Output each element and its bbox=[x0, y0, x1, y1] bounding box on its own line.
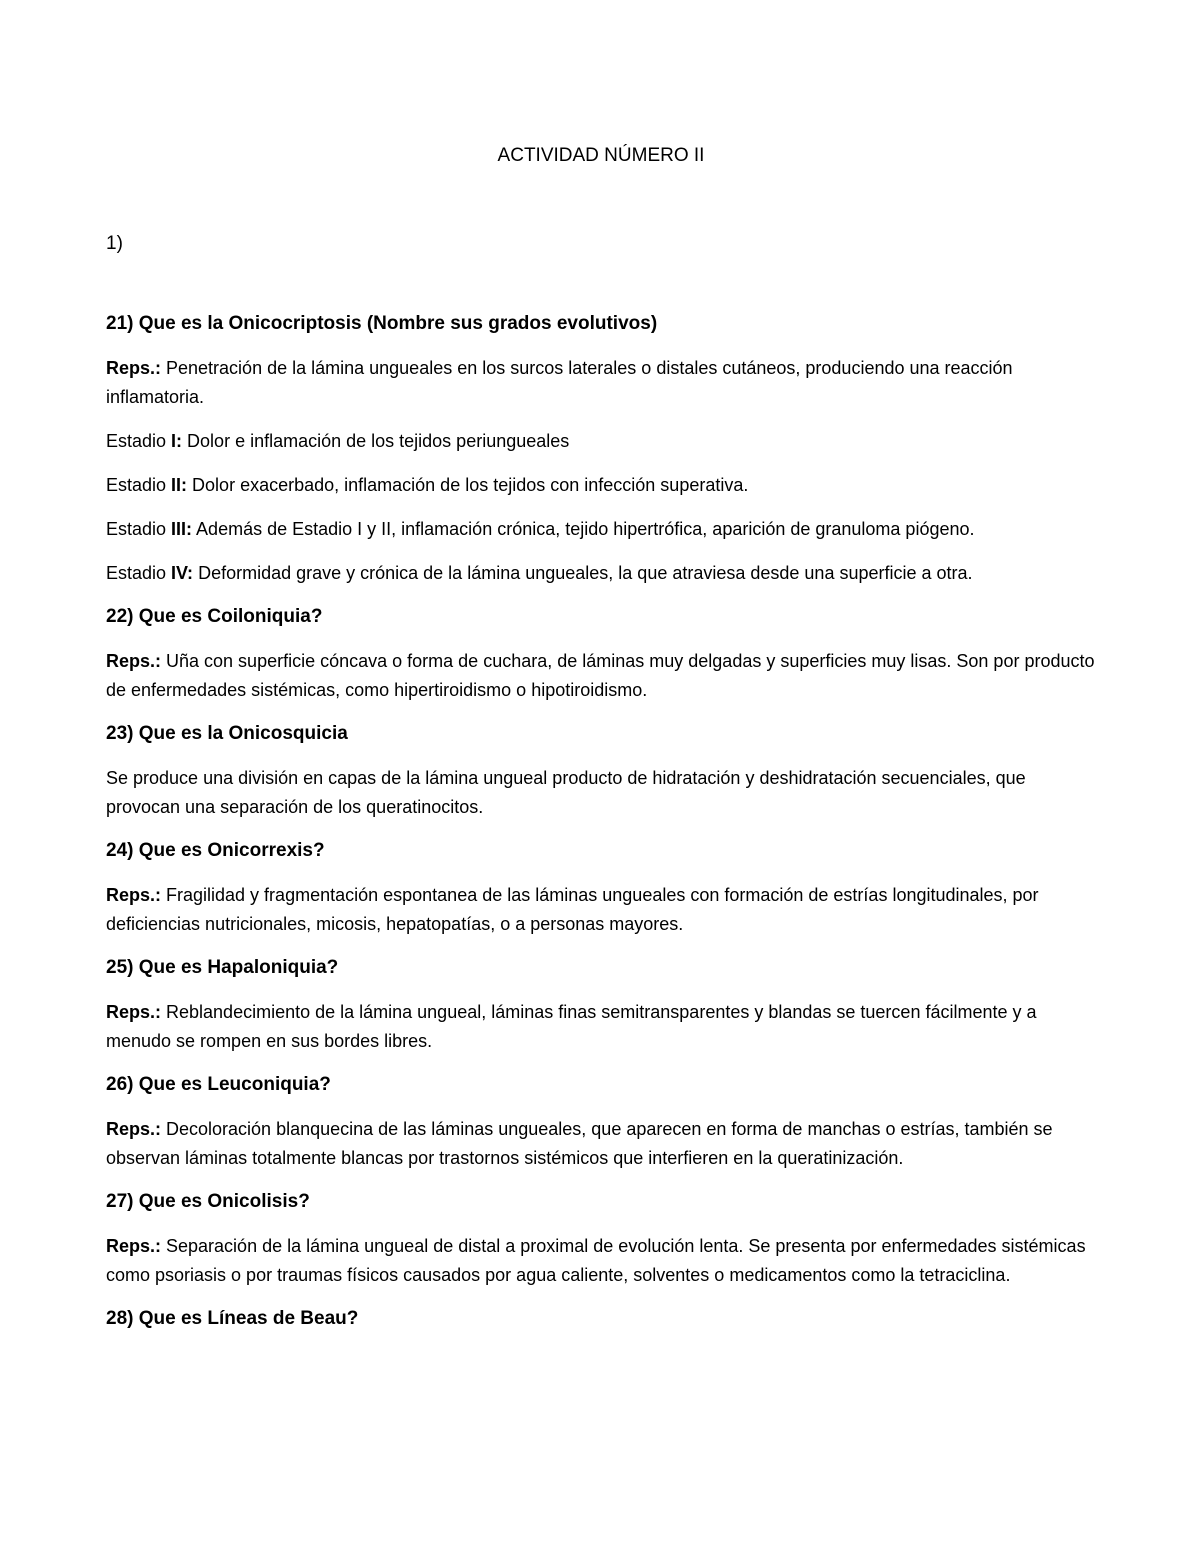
answer-text: Uña con superficie cóncava o forma de cuchara, de láminas muy delgadas y superficies muy lisas. Son por producto de enfermedades sistémicas, como hipertiroidismo o hipotiroidismo. bbox=[106, 651, 1095, 700]
answer-text: Además de Estadio I y II, inflamación crónica, tejido hipertrófica, aparición de granuloma piógeno. bbox=[192, 519, 975, 539]
answer-paragraph bbox=[106, 471, 1096, 500]
answer-paragraph bbox=[106, 881, 1096, 939]
question-heading: 21) Que es la Onicocriptosis (Nombre sus grados evolutivos) bbox=[106, 313, 658, 334]
answer-paragraph bbox=[106, 559, 1096, 588]
answer-text: Decoloración blanquecina de las láminas ungueales, que aparecen en forma de manchas o estrías, también se observan láminas totalmente blancas por trastornos sistémicos que interfieren en la queratinización. bbox=[106, 1119, 1053, 1168]
answer-prefix: Reps.: bbox=[106, 885, 162, 905]
answer-lead: Estadio bbox=[106, 475, 172, 495]
answer-paragraph bbox=[106, 354, 1096, 412]
answer-paragraph bbox=[106, 1232, 1096, 1290]
answer-text: Dolor e inflamación de los tejidos periungueales bbox=[182, 431, 570, 451]
question-heading: 22) Que es Coiloniquia? bbox=[106, 606, 323, 627]
answer-text: Se produce una división en capas de la lámina ungueal producto de hidratación y deshidratación secuenciales, que provocan una separación de los queratinocitos. bbox=[106, 768, 1026, 817]
answer-paragraph bbox=[106, 647, 1096, 705]
answer-paragraph bbox=[106, 998, 1096, 1056]
answer-text: Dolor exacerbado, inflamación de los tejidos con infección superativa. bbox=[187, 475, 749, 495]
answer-lead: Estadio bbox=[106, 563, 172, 583]
answer-prefix: I: bbox=[171, 431, 183, 451]
answer-prefix: Reps.: bbox=[106, 358, 162, 378]
answer-paragraph bbox=[106, 515, 1096, 544]
item-number: 1) bbox=[106, 233, 123, 254]
answer-prefix: Reps.: bbox=[106, 1236, 162, 1256]
answer-paragraph bbox=[106, 1115, 1096, 1173]
document-title: ACTIVIDAD NÚMERO II bbox=[497, 145, 705, 166]
question-heading: 27) Que es Onicolisis? bbox=[106, 1191, 310, 1212]
answer-prefix: IV: bbox=[171, 563, 194, 583]
question-heading: 24) Que es Onicorrexis? bbox=[106, 840, 325, 861]
answer-paragraph bbox=[106, 427, 1096, 456]
answer-prefix: Reps.: bbox=[106, 1119, 162, 1139]
question-heading: 28) Que es Líneas de Beau? bbox=[106, 1308, 359, 1329]
question-heading: 26) Que es Leuconiquia? bbox=[106, 1074, 331, 1095]
answer-text: Separación de la lámina ungueal de distal a proximal de evolución lenta. Se presenta por enfermedades sistémicas como psoriasis o por traumas físicos causados por agua caliente, solventes o medicamentos como la tetraciclina. bbox=[106, 1236, 1086, 1285]
answer-text: Reblandecimiento de la lámina ungueal, láminas finas semitransparentes y blandas se tuercen fácilmente y a menudo se rompen en sus bordes libres. bbox=[106, 1002, 1037, 1051]
answer-prefix: II: bbox=[171, 475, 188, 495]
answer-prefix: Reps.: bbox=[106, 1002, 162, 1022]
answer-lead: Estadio bbox=[106, 519, 172, 539]
answer-text: Fragilidad y fragmentación espontanea de las láminas ungueales con formación de estrías longitudinales, por deficiencias nutricionales, micosis, hepatopatías, o a personas mayores. bbox=[106, 885, 1039, 934]
question-heading: 23) Que es la Onicosquicia bbox=[106, 723, 348, 744]
answer-lead: Estadio bbox=[106, 431, 172, 451]
answer-prefix: III: bbox=[171, 519, 193, 539]
answer-text: Penetración de la lámina ungueales en los surcos laterales o distales cutáneos, produciendo una reacción inflamatoria. bbox=[106, 358, 1013, 407]
question-list bbox=[106, 310, 1096, 1333]
document-page bbox=[106, 138, 1096, 1349]
question-heading: 25) Que es Hapaloniquia? bbox=[106, 957, 339, 978]
answer-text: Deformidad grave y crónica de la lámina ungueales, la que atraviesa desde una superficie a otra. bbox=[193, 563, 973, 583]
answer-prefix: Reps.: bbox=[106, 651, 162, 671]
answer-paragraph bbox=[106, 764, 1096, 822]
